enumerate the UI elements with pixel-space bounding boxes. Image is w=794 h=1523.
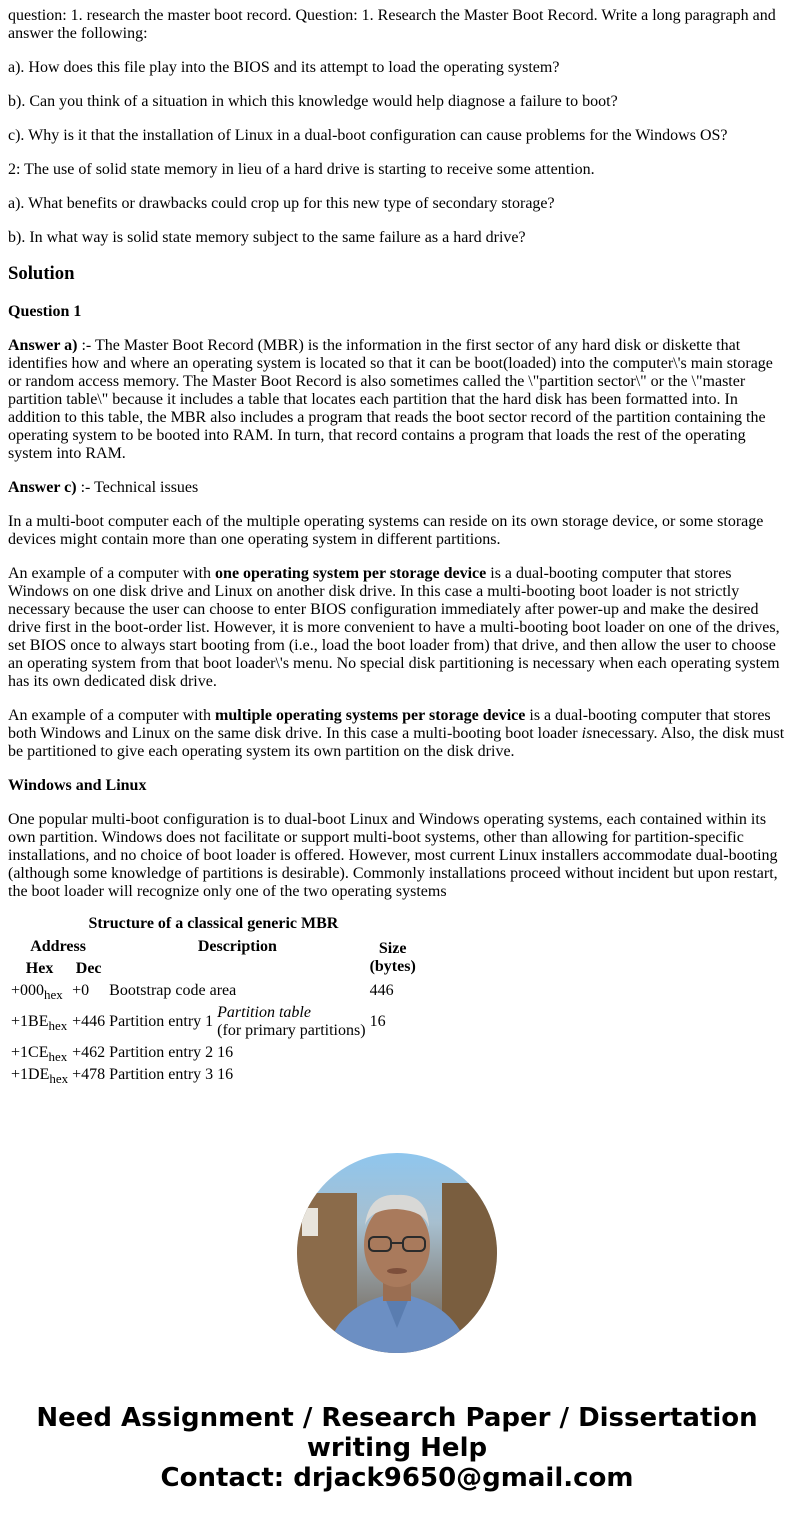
table-header-row bbox=[10, 937, 417, 957]
cell-size: 16 bbox=[217, 1044, 234, 1061]
example2-italic: is bbox=[581, 725, 593, 742]
header-size bbox=[369, 937, 417, 979]
table-subheader-row bbox=[10, 959, 417, 979]
cell-description: Partition entry 3 bbox=[109, 1066, 214, 1083]
mbr-structure-table bbox=[8, 915, 419, 1087]
example2-post: necessary. Also, the disk must be partitioned to give each operating system its own partition on the disk drive. bbox=[8, 725, 785, 760]
question-1b: b). Can you think of a situation in which this knowledge would help diagnose a failure to boot? bbox=[8, 93, 618, 110]
partition-table-label: Partition table bbox=[217, 1004, 311, 1021]
question-2: 2: The use of solid state memory in lieu of a hard drive is starting to receive some attention. bbox=[8, 161, 595, 178]
header-address: Address bbox=[30, 938, 86, 955]
question-1c: c). Why is it that the installation of Linux in a dual-boot configuration can cause problems for the Windows OS? bbox=[8, 127, 728, 144]
header-description: Description bbox=[197, 938, 277, 955]
header-size-line2: (bytes) bbox=[369, 958, 416, 975]
hex-suffix: hex bbox=[48, 1049, 68, 1065]
answer-a-paragraph bbox=[8, 337, 786, 463]
question-intro: question: 1. research the master boot record. Question: 1. Research the Master Boot Record. Write a long paragraph and answer the following: bbox=[8, 7, 776, 42]
avatar bbox=[297, 1153, 497, 1353]
cell-size: 16 bbox=[217, 1066, 234, 1083]
cell-dec: +0 bbox=[72, 982, 90, 999]
table-row bbox=[10, 981, 417, 1001]
cell-dec: +462 bbox=[72, 1044, 106, 1061]
cell-dec: +446 bbox=[72, 1013, 106, 1030]
mbr-table-caption: Structure of a classical generic MBR bbox=[88, 915, 339, 932]
cell-description: Partition entry 1 bbox=[109, 1013, 214, 1030]
question-1-heading: Question 1 bbox=[8, 303, 82, 320]
example2-bold: multiple operating systems per storage device bbox=[215, 707, 526, 724]
hex-suffix: hex bbox=[49, 1071, 69, 1087]
question-2a: a). What benefits or drawbacks could crop up for this new type of secondary storage? bbox=[8, 195, 555, 212]
solution-heading: Solution bbox=[8, 263, 75, 284]
cell-partition-table-group bbox=[216, 1003, 366, 1041]
cell-size: 16 bbox=[369, 1013, 386, 1030]
cell-description: Bootstrap code area bbox=[109, 982, 237, 999]
answer-c-paragraph bbox=[8, 479, 786, 497]
multiboot-paragraph: In a multi-boot computer each of the multiple operating systems can reside on its own storage device, or some storage devices might contain more than one operating system in different partitions. bbox=[8, 513, 764, 548]
example2-mid: is a dual-booting computer that stores both Windows and Linux on the same disk drive. In this case a multi-booting boot loader bbox=[8, 707, 771, 742]
cell-dec: +478 bbox=[72, 1066, 106, 1083]
footer-line-1: Need Assignment / Research Paper / Dissertation bbox=[36, 1403, 758, 1433]
answer-c-label: Answer c) bbox=[8, 479, 77, 496]
cell-hex bbox=[10, 1065, 69, 1085]
cell-size: 446 bbox=[369, 982, 394, 999]
table-row bbox=[10, 1003, 417, 1041]
cell-hex bbox=[10, 1003, 69, 1041]
person-portrait-image bbox=[297, 1153, 497, 1353]
hex-value: +000 bbox=[11, 982, 45, 999]
promo-footer bbox=[0, 1403, 794, 1493]
answer-a-text: :- The Master Boot Record (MBR) is the information in the first sector of any hard disk or diskette that identifies how and where an operating system is located so that it can be boot(loaded) into the computer\'s main storage or random access memory. The Master Boot Record is also sometimes called the \"partition sector\" or the \"master partition table\" because it includes a table that locates each partition that the hard disk has been formatted into. In addition to this table, the MBR also includes a program that reads the boot sector record of the partition containing the operating system to be booted into RAM. In turn, that record contains a program that loads the rest of the operating system into RAM. bbox=[8, 337, 773, 462]
table-row bbox=[10, 1043, 417, 1063]
example-one-os-paragraph bbox=[8, 565, 786, 691]
popular-config-paragraph: One popular multi-boot configuration is to dual-boot Linux and Windows operating systems, each contained within its own partition. Windows does not facilitate or support multi-boot systems, other than allowing for partition-specific installations, and no choice of boot loader is offered. However, most current Linux installers accommodate dual-booting (although some knowledge of partitions is desirable). Commonly installations proceed without incident but upon restart, the boot loader will recognize only one of the two operating systems bbox=[8, 811, 778, 900]
answer-a-label: Answer a) bbox=[8, 337, 78, 354]
header-hex: Hex bbox=[25, 960, 54, 977]
example2-pre: An example of a computer with bbox=[8, 707, 216, 724]
answer-c-text: :- Technical issues bbox=[76, 479, 199, 496]
example1-post: is a dual-booting computer that stores Windows on one disk drive and Linux on another disk drive. In this case a multi-booting boot loader is not strictly necessary because the user can choose to enter BIOS configuration immediately after power-up and make the desired drive first in the boot-order list. However, it is more convenient to have a multi-booting boot loader on one of the drives, set BIOS once to always start booting from (i.e., load the boot loader from) that drive, and then allow the user to choose an operating system from that boot loader\'s menu. No special disk partitioning is necessary when each operating system has its own dedicated disk drive. bbox=[8, 565, 780, 690]
footer-contact: Contact: drjack9650@gmail.com bbox=[160, 1463, 634, 1493]
hex-value: +1BE bbox=[11, 1013, 49, 1030]
hex-suffix: hex bbox=[48, 1018, 68, 1034]
document-body bbox=[8, 7, 786, 1087]
hex-value: +1DE bbox=[11, 1066, 50, 1083]
example1-pre: An example of a computer with bbox=[8, 565, 216, 582]
example1-bold: one operating system per storage device bbox=[215, 565, 487, 582]
cell-hex bbox=[10, 1043, 69, 1063]
question-2b: b). In what way is solid state memory subject to the same failure as a hard drive? bbox=[8, 229, 526, 246]
example-multi-os-paragraph bbox=[8, 707, 786, 761]
partition-table-note: (for primary partitions) bbox=[217, 1022, 366, 1039]
header-dec: Dec bbox=[75, 960, 102, 977]
table-row bbox=[10, 1065, 417, 1085]
hex-suffix: hex bbox=[44, 987, 63, 1003]
question-1a: a). How does this file play into the BIOS and its attempt to load the operating system? bbox=[8, 59, 560, 76]
hex-value: +1CE bbox=[11, 1044, 49, 1061]
header-size-line1: Size bbox=[378, 940, 407, 957]
windows-linux-heading: Windows and Linux bbox=[8, 777, 147, 794]
cell-description: Partition entry 2 bbox=[109, 1044, 214, 1061]
footer-line-2: writing Help bbox=[306, 1433, 488, 1463]
cell-hex bbox=[10, 981, 69, 1001]
